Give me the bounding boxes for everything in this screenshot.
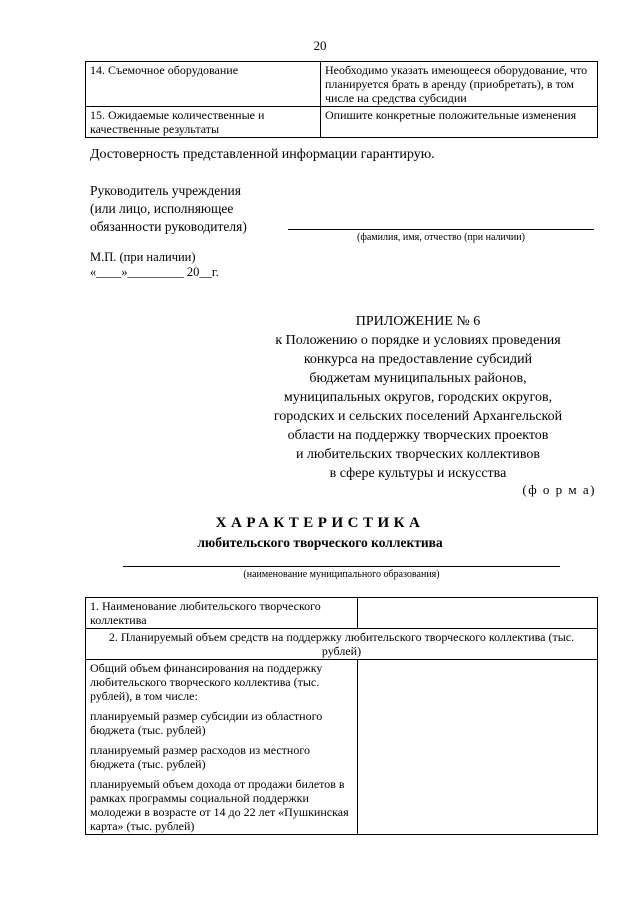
appendix-title: ПРИЛОЖЕНИЕ № 6: [355, 314, 481, 329]
table-cell-label: 1. Наименование любительского творческого коллектива: [86, 598, 358, 629]
signature-caption: (фамилия, имя, отчество (при наличии): [357, 232, 525, 243]
table-cell-value: [358, 598, 598, 629]
date-line: «____»_________ 20__г.: [90, 265, 219, 279]
municipality-caption: (наименование муниципального образования): [243, 569, 440, 580]
table-cell-value: Необходимо указать имеющееся оборудование, что планируется брать в аренду (приобретать), в том числе на средства субсидии: [321, 62, 598, 107]
appendix-line: области на поддержку творческих проектов: [287, 428, 549, 443]
appendix-line: в сфере культуры и искусства: [329, 466, 507, 481]
funding-item: планируемый размер субсидии из областного бюджета (тыс. рублей): [90, 709, 323, 737]
municipality-line: [123, 566, 560, 567]
table-row: [86, 598, 598, 629]
table-cell-value: Опишите конкретные положительные изменения: [321, 107, 598, 138]
stamp-date-block: [90, 250, 219, 280]
document-title: ХАРАКТЕРИСТИКА: [215, 515, 425, 531]
table-cell-label: 14. Съемочное оборудование: [86, 62, 321, 107]
head-label-line: (или лицо, исполняющее: [90, 201, 234, 216]
appendix-line: городских и сельских поселений Архангельской: [273, 409, 563, 424]
head-signature-label: [90, 182, 290, 236]
table-cell-label: [86, 660, 358, 835]
head-label-line: Руководитель учреждения: [90, 183, 241, 198]
form-label: (ф о р м а): [522, 482, 596, 497]
table-row: [86, 660, 598, 835]
characteristics-table: [85, 597, 598, 835]
table-cell-value: [358, 660, 598, 835]
appendix-line: и любительских творческих коллективов: [295, 447, 541, 462]
table-cell-label: 15. Ожидаемые количественные и качественные результаты: [86, 107, 321, 138]
page-number: 20: [313, 38, 327, 53]
appendix-line: муниципальных округов, городских округов,: [283, 390, 553, 405]
guarantee-statement: Достоверность представленной информации гарантирую.: [90, 147, 435, 162]
stamp-label: М.П. (при наличии): [90, 250, 196, 264]
document-subtitle: любительского творческого коллектива: [197, 535, 443, 550]
table-section-header: 2. Планируемый объем средств на поддержку любительского творческого коллектива (тыс. рублей): [86, 629, 598, 660]
table-row: [86, 107, 598, 138]
project-details-table: [85, 61, 598, 138]
appendix-line: бюджетам муниципальных районов,: [309, 371, 527, 386]
appendix-heading: [240, 312, 596, 483]
appendix-line: конкурса на предоставление субсидий: [303, 352, 533, 367]
signature-line: [288, 229, 594, 230]
funding-item: Общий объем финансирования на поддержку любительского творческого коллектива (тыс. рублей), в том числе:: [90, 661, 323, 703]
funding-item: планируемый объем дохода от продажи билетов в рамках программы социальной поддержки молодежи в возрасте от 14 до 22 лет «Пушкинская карта» (тыс. рублей): [90, 777, 349, 833]
table-row: [86, 629, 598, 660]
appendix-line: к Положению о порядке и условиях проведения: [275, 333, 561, 348]
head-label-line: обязанности руководителя): [90, 219, 247, 234]
funding-item: планируемый размер расходов из местного бюджета (тыс. рублей): [90, 743, 310, 771]
table-row: [86, 62, 598, 107]
